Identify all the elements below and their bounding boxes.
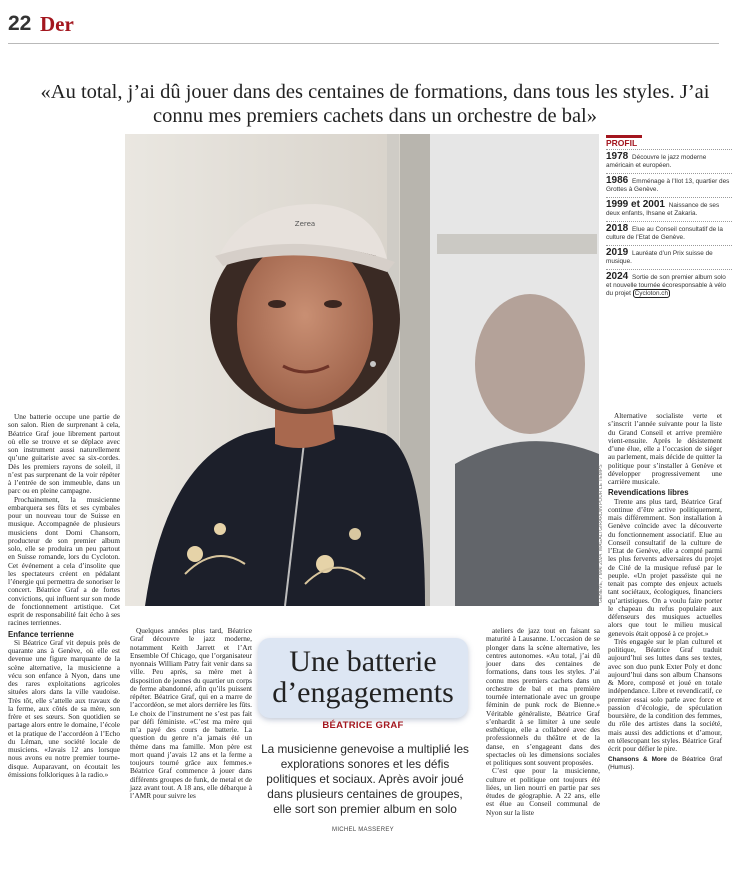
paragraph: Une batterie occupe une partie de son salon. Rien de surprenant à cela, Béatrice Graf joue librement partout où elle se trouve et se déplace avec son instrument aussi naturellement qu’une guitariste avec sa six-cordes. Dès les premiers rayons de soleil, il n’est pas surprenant de la voir répéter à l’entrée de son immeuble, dans un parc ou en pleine campagne.: [8, 412, 120, 496]
album-credit: [608, 756, 722, 772]
profil-year: 2018: [606, 223, 629, 234]
svg-text:Zerea: Zerea: [294, 220, 316, 228]
paragraph: C’est que pour la musicienne, culture et politique ont toujours été liées, un lien nourri en partie par ses études de géographie. A 22 ans, elle est élue au Conseil communal de Nyon sur la liste: [486, 766, 600, 817]
paragraph: Prochainement, la musicienne embarquera ses fûts et ses cymbales pour un nouveau tour de Suisse en musique. Accompagnée de plusieurs musiciens dont Domi Chansorn, producteur de son premier album solo, elle se produira un peu partout en Suisse romande, lors du Cycloton. Cet événement a cela d’insolite que les spectateurs créent en pédalant l’énergie qui permettra de sonoriser le concert. Béatrice Graf a de fortes convictions, qui influent sur son mode de fonctionnement artistique. Cet esprit de responsabilité fait écho à ses racines terriennes.: [8, 494, 120, 628]
page-number: 22: [8, 12, 32, 35]
paragraph: Alternative socialiste verte et s’inscrit l’année suivante pour la liste du Grand Conseil et arrive première vient-ensuite. Après le désistement d’une élue, elle a l’occasion de siéger au parlement, mais décide de quitter la politique pour s’installer à Genève et développer progressivement une carrière musicale.: [608, 411, 722, 486]
paragraph: Très engagée sur le plan culturel et politique, Béatrice Graf traduit aujourd’hui ses luttes dans ses textes, avec son duo punk Exter Poly et donc aujourd’hui dans son album Chansons & More, composé et joué en totale indépendance. Libre et revendicatif, ce premier essai solo parle avec force et passion d’écologie, de spéculation boursière, de la condition des femmes, du rôle des artistes dans la société, mais aussi des addictions et d’amour, en télescopant les styles. Béatrice Graf écrit pour défier le pire.: [608, 636, 722, 753]
profil-text: Emménage à l’Ilot 13, quartier des Grottes à Genève.: [606, 178, 730, 193]
photo-credit: GENÈVE, 7 MAI 2024. MAGALI GIRARDIN POUR LE TEMPS: [598, 464, 604, 603]
album-title: Chansons & More: [608, 756, 667, 764]
profil-title: PROFIL: [606, 138, 638, 148]
profil-item: [606, 221, 732, 245]
byline: MICHEL MASSEREY: [332, 827, 394, 833]
portrait-photo: [125, 134, 599, 606]
article-column-3: [486, 627, 600, 817]
profil-item: [606, 197, 732, 221]
article-column-4: [608, 412, 722, 772]
profil-year: 1986: [606, 175, 629, 186]
profil-item: [606, 173, 732, 197]
page-header: [8, 10, 719, 44]
cycloton-link[interactable]: Cycloton.ch: [634, 290, 669, 297]
profil-text: Sortie de son premier album solo et nouvelle tournée écoresponsable à vélo du projet: [606, 274, 727, 297]
profil-item: [606, 269, 732, 301]
portrait-illustration: [125, 134, 599, 606]
profil-text: Elue au Conseil consultatif de la culture de l’Etat de Genève.: [606, 226, 723, 241]
article-column-1: [8, 413, 120, 779]
profil-year: 1978: [606, 151, 629, 162]
subhead: Enfance terrienne: [8, 629, 74, 639]
section-name: Der: [40, 12, 74, 36]
album-credit-rest: de Béatrice Graf (Humus).: [608, 756, 722, 772]
profil-box: [606, 135, 732, 301]
profil-text: Lauréate d’un Prix suisse de musique.: [606, 250, 713, 265]
profil-year: 2019: [606, 247, 629, 258]
lede: La musicienne genevoise a multiplié les explorations sonores et les défis politiques et sociaux. Après avoir joué dans plusieurs centaines de groupes, elle sort son premier album en solo: [261, 742, 469, 816]
profil-item: [606, 149, 732, 173]
profil-text: Naissance de ses deux enfants, Ihsane et Zakaria.: [606, 202, 720, 217]
profil-text: Découvre le jazz moderne américain et européen.: [606, 154, 707, 169]
article-column-2: [130, 627, 252, 800]
author-name: BÉATRICE GRAF: [322, 720, 404, 731]
profil-year: 1999 et 2001: [606, 199, 665, 210]
profil-item: [606, 245, 732, 269]
subhead: Revendications libres: [608, 488, 689, 498]
profil-year: 2024: [606, 271, 629, 282]
paragraph: Trente ans plus tard, Béatrice Graf continue d’être active politiquement, mais différemment. Son installation à Genève coïncide avec la découverte du fonctionnement associatif. Elue au Conseil consultatif de la culture de l’Etat de Genève, elle a compté parmi les plus fervents adversaires du projet de Cité de la musique refusé par le peuple. «Un projet passéiste qui ne tenait pas compte des enjeux actuels tant sociétaux, écologiques, financiers qu’artistiques. On a voulu faire porter le chapeau du refus populaire aux défenseurs des musiques actuelles alors que tout le milieu musical genevois était opposé à ce projet.»: [608, 496, 722, 638]
paragraph: Quelques années plus tard, Béatrice Graf découvre le jazz moderne, notamment Keith Jarrett et l’Art Ensemble Of Chicago, que l’organisateur nyonnais William Patry fait venir dans sa ville. Peu après, sa mère met à disposition de jeunes du quartier un corps de ferme abandonné, afin qu’ils puissent répéter. Béatrice Graf, qui en a marre de l’accordéon, se met alors derrière les fûts. Le choix de l’instrument ne s’est pas fait par défi féministe. «C’est ma mère qui m’a payé des cours de batterie. La question du genre n’a jamais été un thème dans ma famille. Mon père est mort quand j’avais 12 ans et la ferme a toujours tourné grâce aux femmes.» Béatrice Graf commence à jouer dans différents groupes de funk, de metal et de jazz avant tout. A 18 ans, elle débarque à l’AMR pour suivre les: [130, 626, 252, 800]
paragraph: ateliers de jazz tout en faisant sa maturité à Lausanne. L’occasion de se plonger dans la scène alternative, les centres autonomes. «Au total, j’ai dû jouer dans des centaines de formations, dans tous les styles. J’ai connu mes premiers cachets dans un orchestre de bal et ma première tournée internationale avec un groupe féminin de punk rock de Bienne.» Véritable généraliste, Béatrice Graf s’enhardit à se limiter à une seule esthétique, elle a collaboré avec des professionnels du théâtre et de la danse, en s’engageant dans des spectacles où les dimensions sociales et politiques sont souvent proposées.: [486, 626, 600, 767]
pull-quote: «Au total, j’ai dû jouer dans des centaines de formations, dans tous les styles. J’ai connu mes premiers cachets dans un orchestre de bal»: [40, 81, 710, 127]
headline-box: [258, 638, 468, 718]
headline: Une batterie d’engagements: [272, 645, 454, 709]
paragraph: Si Béatrice Graf vit depuis près de quarante ans à Genève, où elle est devenue une figure marquante de la scène alternative, la musicienne a vécu son enfance à Nyon, dans une des rares exploitations agricoles situées alors dans la ville vaudoise. Très tôt, elle s’attelle aux travaux de la ferme, aux côtés de sa mère, son frère et ses sœurs. Son quotidien se partage alors entre le domaine, l’école et la pratique de l’accordéon à l’Echo du Léman, une société locale de musiciens. «Javais 12 ans lorsque nous avons eu notre premier tourne-disque. Auparavant, on écoutait les émissions folkloriques à la radio.»: [8, 637, 120, 779]
